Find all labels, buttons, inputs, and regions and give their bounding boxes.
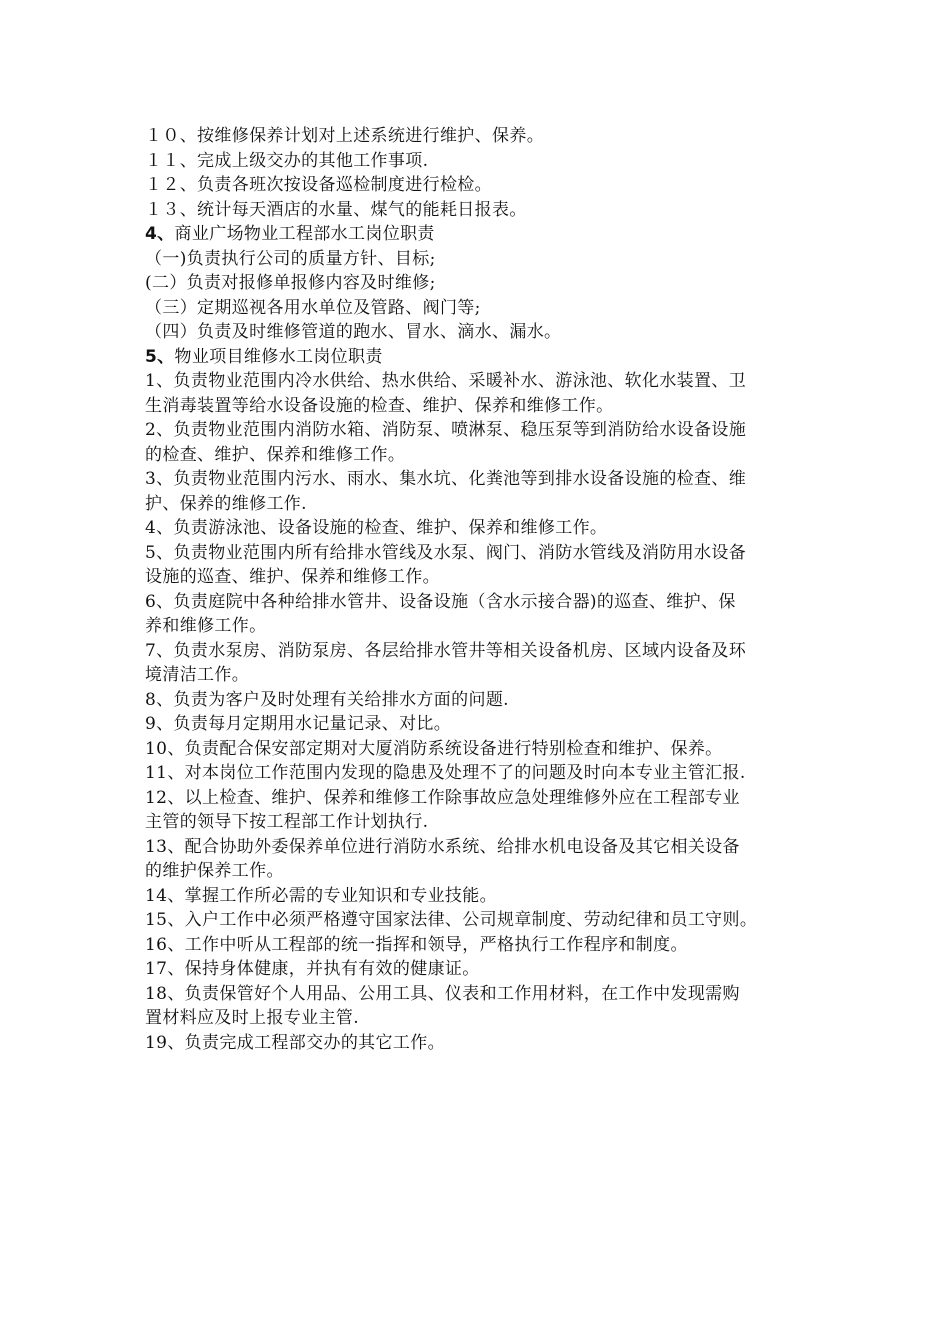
duty-item-13: 13、配合协助外委保养单位进行消防水系统、给排水机电设备及其它相关设备 的维护保养工作。	[145, 836, 740, 881]
section-5-number: 5、	[145, 346, 175, 367]
duty-item-9: 9、负责每月定期用水记量记录、对比。	[145, 714, 452, 734]
list-item: (二）负责对报修单报修内容及时维修;	[145, 273, 436, 293]
section-4-number: 4、	[145, 224, 175, 244]
section-5-title: 物业项目维修水工岗位职责	[174, 346, 383, 367]
duty-item-6: 6、负责庭院中各种给排水管井、设备设施（含水示接合器)的巡查、维护、保 养和维修工作。	[145, 591, 736, 636]
section-4-title: 商业广场物业工程部水工岗位职责	[174, 224, 435, 244]
document-body	[145, 124, 825, 1055]
list-item: １３、统计每天酒店的水量、煤气的能耗日报表。	[145, 199, 527, 220]
duty-item-2: 2、负责物业范围内消防水箱、消防泵、喷淋泵、稳压泵等到消防给水设备设施 的检查、维护、保养和维修工作。	[145, 420, 747, 465]
list-item: （四）负责及时维修管道的跑水、冒水、滴水、漏水。	[145, 322, 562, 342]
duty-item-17: 17、保持身体健康，并执有有效的健康证。	[145, 959, 480, 979]
duty-item-15: 15、入户工作中必须严格遵守国家法律、公司规章制度、劳动纪律和员工守则。	[145, 910, 758, 930]
list-item: （一)负责执行公司的质量方针、目标;	[145, 248, 436, 269]
list-item: １１、完成上级交办的其他工作事项.	[145, 150, 429, 171]
section-4-heading	[145, 222, 825, 247]
duty-item-16: 16、工作中听从工程部的统一指挥和领导，严格执行工作程序和制度。	[145, 934, 688, 955]
duty-item-5: 5、负责物业范围内所有给排水管线及水泵、阀门、消防水管线及消防用水设备 设施的巡查、维护、保养和维修工作。	[145, 542, 747, 587]
duty-item-18: 18、负责保管好个人用品、公用工具、仪表和工作用材料，在工作中发现需购 置材料应及时上报专业主管.	[145, 983, 740, 1028]
duty-item-11: 11、对本岗位工作范围内发现的隐患及处理不了的问题及时向本专业主管汇报.	[145, 763, 746, 783]
duty-item-10: 10、负责配合保安部定期对大厦消防系统设备进行特别检查和维护、保养。	[145, 738, 723, 759]
duty-item-8: 8、负责为客户及时处理有关给排水方面的问题.	[145, 689, 509, 710]
duty-item-3: 3、负责物业范围内污水、雨水、集水坑、化粪池等到排水设备设施的检查、维 护、保养的维修工作.	[145, 469, 747, 514]
list-item: １２、负责各班次按设备巡检制度进行检检。	[145, 175, 492, 195]
list-item: （三）定期巡视各用水单位及管路、阀门等;	[145, 297, 481, 318]
duty-item-14: 14、掌握工作所必需的专业知识和专业技能。	[145, 885, 497, 906]
duty-item-1: 1、负责物业范围内冷水供给、热水供给、采暖补水、游泳池、软化水装置、卫 生消毒装置等给水设备设施的检查、维护、保养和维修工作。	[145, 371, 747, 416]
duty-item-19: 19、负责完成工程部交办的其它工作。	[145, 1032, 445, 1053]
section-5-heading	[145, 345, 825, 370]
duty-item-4: 4、负责游泳池、设备设施的检查、维护、保养和维修工作。	[145, 518, 608, 538]
list-item: １０、按维修保养计划对上述系统进行维护、保养。	[145, 126, 545, 146]
duty-item-12: 12、以上检查、维护、保养和维修工作除事故应急处理维修外应在工程部专业 主管的领导下按工程部工作计划执行.	[145, 787, 740, 832]
duty-item-7: 7、负责水泵房、消防泵房、各层给排水管井等相关设备机房、区域内设备及环 境清洁工作。	[145, 640, 747, 685]
